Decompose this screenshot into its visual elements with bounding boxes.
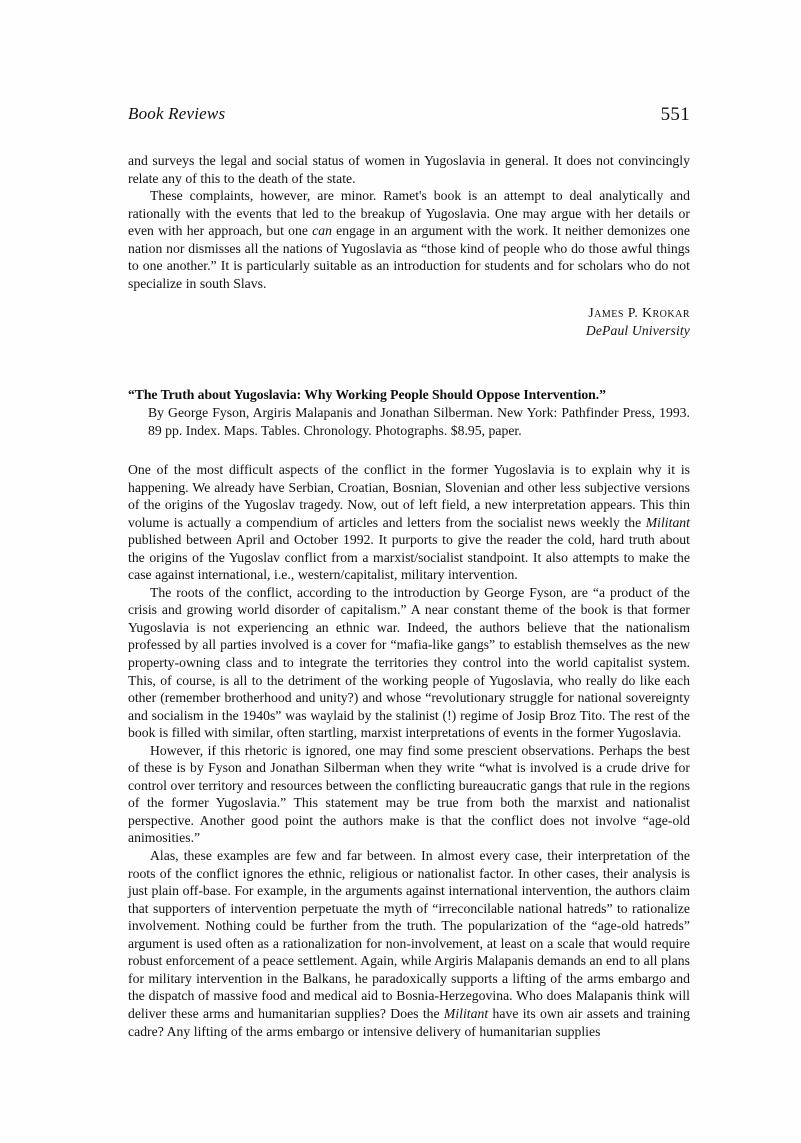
paragraph: These complaints, however, are minor. Ramet's book is an attempt to deal analytically and rationally with the events that led to the breakup of Yugoslavia. One may argue with her details or even with her approach, but one can engage in an argument with the work. It neither demonizes one nation nor dismisses all the nations of Yugoslavia as “those kind of people who do those awful things to one another.” It is particularly suitable as an introduction for students and for scholars who do not specialize in south Slavs. bbox=[128, 188, 690, 291]
book-citation bbox=[128, 386, 690, 439]
book-title: “The Truth about Yugoslavia: Why Working People Should Oppose Intervention.” bbox=[128, 387, 606, 402]
paragraph: The roots of the conflict, according to the introduction by George Fyson, are “a product of the crisis and growing world disorder of capitalism.” A near constant theme of the book is that former Yugoslavia is not experiencing an ethnic war. Indeed, the authors believe that the nationalism professed by all parties involved is a cover for “mafia-like gangs” to establish themselves as the new property-owning class and to integrate the territories they control into the world capitalist system. This, of course, is all to the detriment of the working people of Yugoslavia, who really do like each other (remember brotherhood and unity?) and whose “revolutionary struggle for national sovereignty and socialism in the 1940s” was waylaid by the stalinist (!) regime of Josip Broz Tito. The rest of the book is filled with similar, often startling, marxist interpretations of events in the former Yugoslavia. bbox=[128, 584, 690, 741]
book-publication-details: By George Fyson, Argiris Malapanis and Jonathan Silberman. New York: Pathfinder Press, 1993. 89 pp. Index. Maps. Tables. Chronology. Photographs. $8.95, paper. bbox=[148, 405, 690, 438]
paragraph: Alas, these examples are few and far between. In almost every case, their interpretation of the roots of the conflict ignores the ethnic, religious or nationalist factor. In other cases, their analysis is just plain off-base. For example, in the arguments against international intervention, the authors claim that supporters of intervention perpetuate the myth of “irreconcilable national hatreds” to rationalize involvement. Nothing could be further from the truth. The popularization of the “age-old hatreds” argument is used often as a rationalization for non-involvement, at least on a scale that would require robust enforcement of a peace settlement. Again, while Argiris Malapanis demands an end to all plans for military intervention in the Balkans, he paradoxically supports a lifting of the arms embargo and the dispatch of massive food and medical aid to Bosnia-Herzegovina. Who does Malapanis think will deliver these arms and humanitarian supplies? Does the Militant have its own air assets and training cadre? Any lifting of the arms embargo or intensive delivery of humanitarian supplies bbox=[128, 848, 690, 1039]
reviewer-affiliation: DePaul University bbox=[585, 322, 690, 338]
emphasis-text: can bbox=[312, 223, 332, 239]
paragraph: and surveys the legal and social status of women in Yugoslavia in general. It does not convincingly relate any of this to the death of the state. bbox=[128, 153, 690, 186]
paragraph: One of the most difficult aspects of the conflict in the former Yugoslavia is to explain why it is happening. We already have Serbian, Croatian, Bosnian, Slovenian and other less subjective versions of the origins of the Yugoslav tragedy. Now, out of left field, a new interpretation appears. This thin volume is actually a compendium of articles and letters from the socialist news weekly the Militant published between April and October 1992. It purports to give the reader the cold, hard truth about the origins of the Yugoslav conflict from a marxist/socialist standpoint. It also attempts to make the case against international, i.e., western/capitalist, military intervention. bbox=[128, 462, 690, 583]
reviewer-signature bbox=[128, 304, 690, 339]
running-head-title: Book Reviews bbox=[128, 104, 226, 123]
reviewer-name: James P. Krokar bbox=[588, 305, 690, 320]
review-body-text bbox=[128, 461, 690, 1040]
paragraph: However, if this rhetoric is ignored, one may find some prescient observations. Perhaps the best of these is by Fyson and Jonathan Silberman when they write “what is involved is a crude drive for control over territory and resources between the conflicting bureaucratic gangs that rule in the regions of the former Yugoslavia.” This statement may be true from both the marxist and nationalist perspective. Another good point the authors make is that the conflict does not involve “age-old animosities.” bbox=[128, 742, 690, 846]
emphasis-text: Militant bbox=[443, 1005, 489, 1021]
running-head bbox=[128, 104, 690, 128]
page-number: 551 bbox=[660, 104, 690, 125]
emphasis-text: Militant bbox=[645, 514, 690, 530]
previous-review-text bbox=[128, 152, 690, 292]
